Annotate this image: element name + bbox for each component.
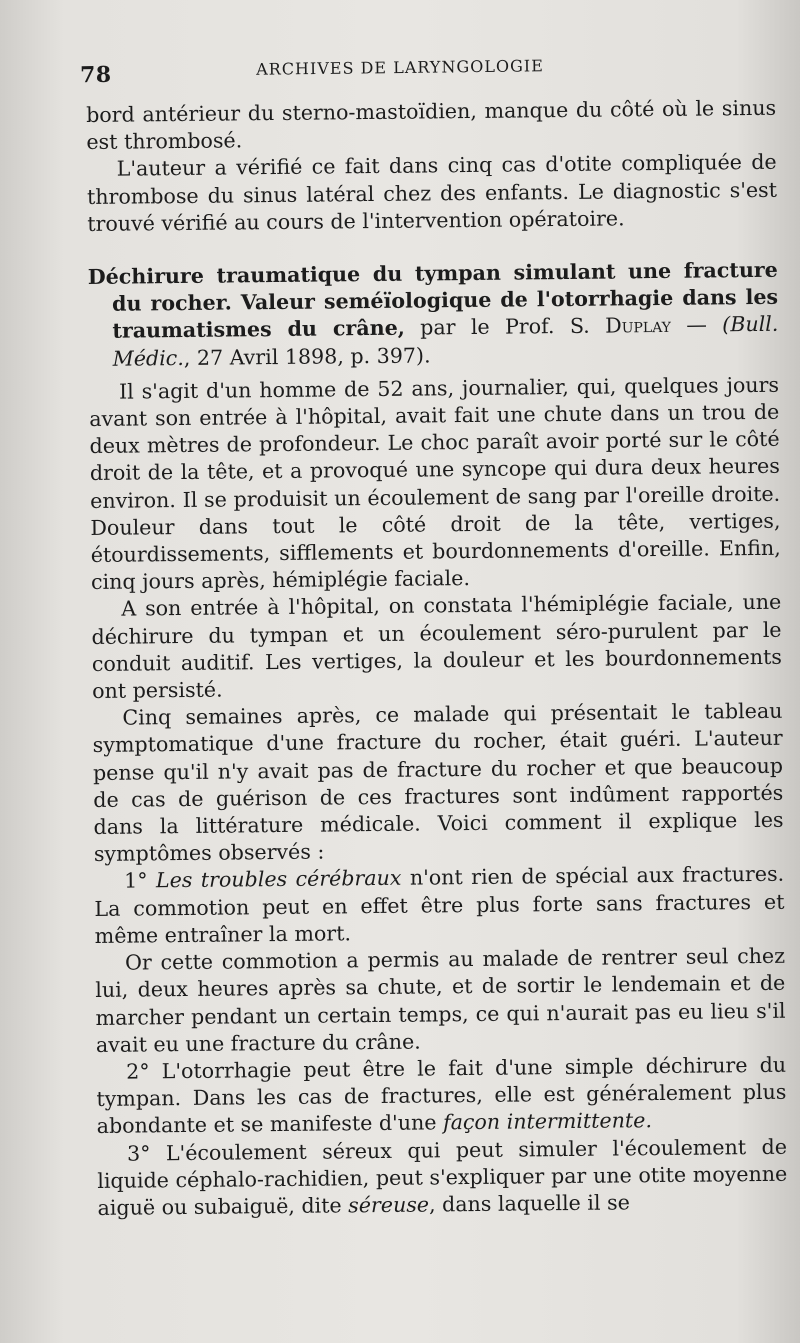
- point-1-text: n'ont rien de spécial aux fractures. La commotion peut en effet être plus forte sans fractures et même entraîner la mort.: [94, 862, 785, 948]
- paragraph-admission: A son entrée à l'hôpital, on constata l'hémiplégie faciale, une déchirure du tympan et un écoulement séro-purulent par le conduit auditif. Les vertiges, la douleur et les bourdonnements ont persisté.: [91, 590, 782, 704]
- point-3-italic: séreuse: [348, 1192, 430, 1218]
- paragraph-verification: L'auteur a vérifié ce fait dans cinq cas d'otite compliquée de thrombose du sinus latéral chez des enfants. Le diagnostic s'est trouvé vérifié au cours de l'intervention opératoire.: [86, 150, 778, 236]
- article-dash: —: [670, 312, 723, 338]
- point-1-italic: Les troubles cérébraux: [155, 866, 402, 893]
- article-author: Duplay: [605, 313, 672, 338]
- article-byline: par le Prof. S.: [404, 313, 606, 341]
- point-3-text: 3° L'écoulement séreux qui peut simuler l'écoulement de liquide céphalo-rachidien, peut s'expliquer par une otite moyenne aiguë ou subaiguë, dite: [97, 1134, 788, 1220]
- point-1-number: 1°: [124, 868, 157, 894]
- point-3-end: , dans laquelle il se: [428, 1190, 630, 1217]
- paragraph-case: Il s'agit d'un homme de 52 ans, journalier, qui, quelques jours avant son entrée à l'hôpital, avait fait une chute dans un trou de deux mètres de profondeur. Le choc paraît avoir porté sur le côté droit de la tête, et a provoqué une syncope qui dura deux heures environ. Il se produisit un écoulement de sang par l'oreille droite. Douleur dans tout le côté droit de la tête, vertiges, étourdissements, sifflements et bourdonnements d'oreille. Enfin, cinq jours après, hémiplégie faciale.: [89, 372, 781, 595]
- paragraph-point-3: [97, 1133, 788, 1222]
- point-2-italic: façon intermittente.: [442, 1108, 653, 1135]
- running-title: ARCHIVES DE LARYNGOLOGIE: [256, 56, 544, 79]
- article-title: Déchirure traumatique du tympan simulant une fracture du rocher. Valeur seméïologique de l'otorrhagie dans les traumatismes du crâne,: [87, 257, 779, 344]
- page-number: 78: [79, 61, 112, 89]
- paragraph-continuation: bord antérieur du sterno-mastoïdien, manque du côté où le sinus est thrombosé.: [86, 95, 777, 155]
- article-journal: (Bull. Médic.: [112, 312, 779, 371]
- paragraph-outcome: Cinq semaines après, ce malade qui présentait le tableau symptomatique d'une fracture du rocher, était guéri. L'auteur pense qu'il n'y avait pas de fracture du rocher et que beaucoup de cas de guérison de ces fractures sont indûment rapportés dans la littérature médicale. Voici comment il explique les symptômes observés :: [92, 699, 784, 867]
- paragraph-point-2: [96, 1052, 787, 1141]
- paragraph-point-1: [94, 861, 785, 950]
- body-text: [86, 95, 788, 1222]
- paragraph-commotion: Or cette commotion a permis au malade de rentrer seul chez lui, deux heures après sa chute, et de sortir le lendemain et de marcher pendant un certain temps, ce qui n'aurait pas eu lieu s'il avait eu une fracture du crâne.: [95, 943, 786, 1057]
- article-date: , 27 Avril 1898, p. 397).: [183, 343, 431, 370]
- point-2-text: 2° L'otorrhagie peut être le fait d'une simple déchirure du tympan. Dans les cas de fractures, elle est généralement plus abondante et se manifeste d'une: [96, 1052, 787, 1139]
- article-heading: [88, 257, 779, 373]
